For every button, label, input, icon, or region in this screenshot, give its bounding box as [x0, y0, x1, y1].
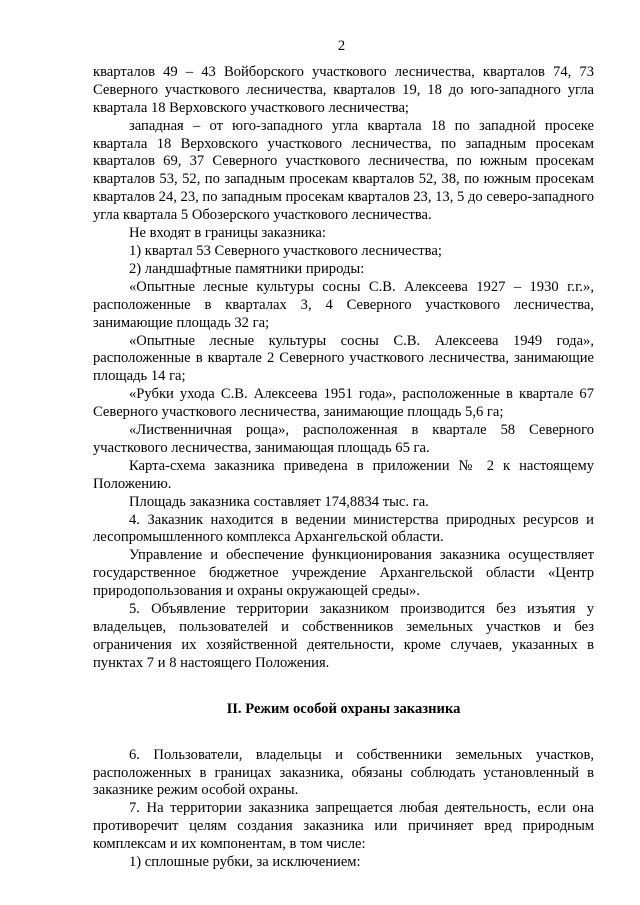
paragraph-item-6: 6. Пользователи, владельцы и собственники земельных участков, расположенных в границах заказника, обязаны соблюдать установленный в заказнике режим особой охраны.	[93, 746, 594, 799]
paragraph-monument-1949: «Опытные лесные культуры сосны С.В. Алексеева 1949 года», расположенные в квартале 2 Северного участкового лесничества, занимающие площадь 14 га;	[93, 332, 594, 385]
paragraph-management: Управление и обеспечение функционирования заказника осуществляет государственное бюджетное учреждение Архангельской области «Центр природопользования и охраны окружающей среды».	[93, 547, 594, 600]
paragraph-monument-larch-grove: «Лиственничная роща», расположенная в квартале 58 Северного участкового лесничества, занимающая площадь 65 га.	[93, 422, 594, 456]
paragraph-item-5: 5. Объявление территории заказником производится без изъятия у владельцев, пользователей и собственников земельных участков и без ограничения их хозяйственной деятельности, кроме случаев, указанных в пунктах 7 и 8 настоящего Положения.	[93, 601, 594, 671]
paragraph-monument-1951: «Рубки ухода С.В. Алексеева 1951 года», расположенные в квартале 67 Северного участкового лесничества, занимающие площадь 5,6 га;	[93, 386, 594, 421]
paragraph-northern-boundary-tail: кварталов 49 – 43 Войборского участкового лесничества, кварталов 74, 73 Северного участкового лесничества, кварталов 19, 18 до юго-западного угла квартала 18 Верховского участкового лесничества;	[93, 63, 594, 116]
paragraph-monument-1927: «Опытные лесные культуры сосны С.В. Алексеева 1927 – 1930 г.г.», расположенные в кварталах 3, 4 Северного участкового лесничества, занимающие площадь 32 га;	[93, 278, 594, 331]
list-item-exclusion-1: 1) квартал 53 Северного участкового лесничества;	[129, 242, 442, 259]
paragraph-item-4: 4. Заказник находится в ведении министерства природных ресурсов и лесопромышленного комплекса Архангельской области.	[93, 511, 594, 546]
paragraph-area: Площадь заказника составляет 174,8834 тыс. га.	[129, 493, 429, 510]
page-number: 2	[337, 38, 346, 54]
section-heading: II. Режим особой охраны заказника	[226, 700, 461, 717]
paragraph-exclusions-heading: Не входят в границы заказника:	[129, 225, 326, 242]
list-item-clear-cutting: 1) сплошные рубки, за исключением:	[129, 854, 361, 871]
paragraph-map-reference: Карта-схема заказника приведена в приложении № 2 к настоящему Положению.	[93, 457, 594, 492]
paragraph-item-7: 7. На территории заказника запрещается любая деятельность, если она противоречит целям создания заказника или причиняет вред природным комплексам и их компонентам, в том числе:	[93, 800, 594, 853]
paragraph-western-boundary: западная – от юго-западного угла квартала 18 по западной просеке квартала 18 Верховского участкового лесничества, по западным просекам кварталов 69, 37 Северного участкового лесничества, по южным просекам кварталов 53, 52, по западным просекам кварталов 52, 38, по южным просекам кварталов 24, 23, по западным просекам кварталов 23, 13, 5 до северо-западного угла квартала 5 Обозерского участкового лесничества.	[93, 117, 594, 224]
list-item-exclusion-2: 2) ландшафтные памятники природы:	[129, 260, 365, 277]
